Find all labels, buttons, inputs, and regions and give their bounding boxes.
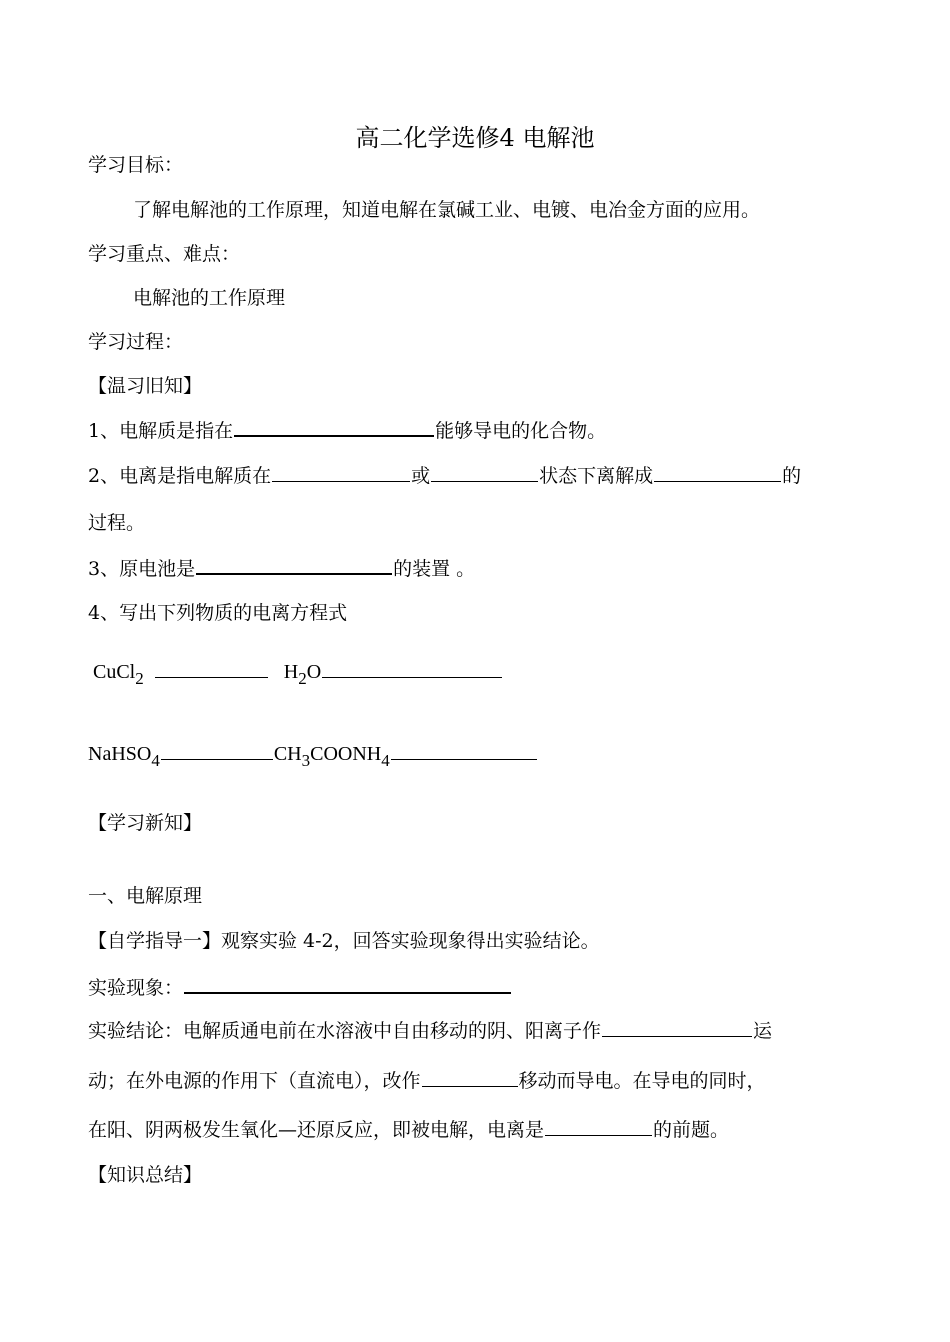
question-2-or: 或	[411, 465, 431, 487]
conclusion-line-1	[88, 1016, 772, 1046]
objective-heading: 学习目标：	[88, 154, 184, 176]
review-heading: 【温习旧知】	[88, 375, 203, 397]
guide-1: 【自学指导一】观察实验 4-2，回答实验现象得出实验结论。	[88, 930, 600, 952]
summary-heading: 【知识总结】	[88, 1164, 203, 1186]
conclusion-text: 的前题。	[653, 1119, 730, 1141]
question-3	[88, 553, 475, 584]
formula-cucl2: CuCl$_2$	[93, 661, 144, 688]
key-points-text: 电解池的工作原理	[133, 287, 286, 309]
conclusion-text: 动；在外电源的作用下（直流电），改作	[88, 1070, 421, 1092]
answer-blank[interactable]	[272, 461, 410, 482]
question-1	[88, 415, 606, 446]
key-points-heading: 学习重点、难点：	[88, 243, 241, 265]
new-knowledge-heading: 【学习新知】	[88, 812, 203, 834]
question-2-state: 状态下离解成	[539, 465, 654, 487]
conclusion-text: 实验结论：电解质通电前在水溶液中自由移动的阴、阳离子作	[88, 1020, 602, 1042]
question-2	[88, 461, 801, 491]
formula-row-2	[88, 739, 538, 769]
question-2-suffix: 的	[782, 465, 802, 487]
answer-blank[interactable]	[422, 1066, 518, 1087]
question-1-text: 1、电解质是指在	[88, 420, 234, 442]
answer-blank[interactable]	[196, 553, 392, 575]
answer-blank[interactable]	[322, 657, 502, 678]
process-heading: 学习过程：	[88, 331, 184, 353]
answer-blank[interactable]	[602, 1016, 752, 1037]
question-3-text: 3、原电池是	[88, 558, 196, 580]
answer-blank[interactable]	[184, 972, 511, 994]
formula-row-1	[93, 657, 503, 687]
conclusion-line-2	[88, 1066, 766, 1096]
formula-nahso4: NaHSO$_4$	[88, 743, 160, 770]
page-title: 高二化学选修4 电解池	[355, 124, 595, 152]
phenomenon-line	[88, 972, 512, 1003]
answer-blank[interactable]	[431, 461, 538, 482]
answer-blank[interactable]	[161, 739, 273, 760]
section-heading: 一、电解原理	[88, 885, 203, 907]
conclusion-text: 移动而导电。在导电的同时，	[518, 1070, 766, 1092]
conclusion-line-3	[88, 1115, 729, 1145]
answer-blank[interactable]	[545, 1115, 652, 1136]
conclusion-text: 运	[753, 1020, 773, 1042]
question-2-text: 2、电离是指电解质在	[88, 465, 272, 487]
formula-ch3coonh4: $CH_3COONH_4$	[273, 743, 390, 770]
answer-blank[interactable]	[155, 657, 268, 678]
answer-blank[interactable]	[391, 739, 537, 760]
question-2-continuation: 过程。	[88, 512, 146, 534]
formula-h2o: $H_2O$	[283, 661, 322, 688]
question-3-suffix: 的装置 。	[393, 558, 476, 580]
phenomenon-label: 实验现象：	[88, 977, 184, 999]
conclusion-text: 在阳、阴两极发生氧化—还原反应，即被电解，电离是	[88, 1119, 545, 1141]
answer-blank[interactable]	[654, 461, 781, 482]
question-1-suffix: 能够导电的化合物。	[435, 420, 607, 442]
question-4: 4、写出下列物质的电离方程式	[88, 602, 348, 624]
answer-blank[interactable]	[234, 415, 434, 437]
objective-text: 了解电解池的工作原理，知道电解在氯碱工业、电镀、电冶金方面的应用。	[133, 199, 761, 221]
